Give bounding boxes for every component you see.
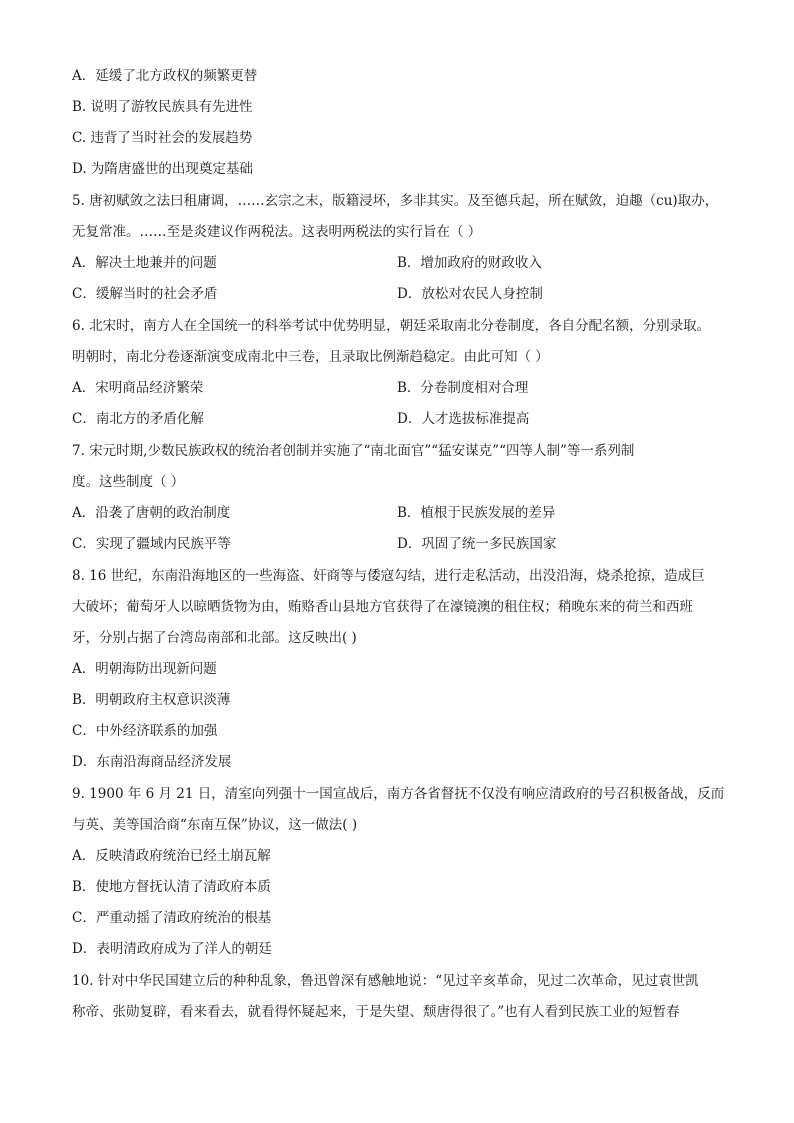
q6-stem-line2: 明朝时，南北分卷逐渐演变成南北中三卷，且录取比例渐趋稳定。由此可知（ ） [72, 349, 549, 365]
q9-option-a: A．反映清政府统治已经土崩瓦解 [72, 848, 271, 864]
q9-option-b: B．使地方督抚认清了清政府本质 [72, 879, 271, 895]
q6-option-b: B．分卷制度相对合理 [397, 380, 529, 396]
q8-stem-line2: 大破坏；葡萄牙人以晾晒货物为由，贿赂香山县地方官获得了在濠镜澳的租住权；稍晚东来的荷兰和西班 [72, 599, 693, 615]
q5-option-d: D．放松对农民人身控制 [397, 286, 543, 302]
q9-stem-line1: 9. 1900 年 6 月 21 日，清室向列强十一国宣战后，南方各省督抚不仅没有响应清政府的号召积极备战，反而 [72, 786, 725, 802]
q7-option-d: D．巩固了统一多民族国家 [397, 536, 557, 552]
q4-option-b: B. 说明了游牧民族具有先进性 [72, 99, 253, 115]
q9-option-c: C．严重动摇了清政府统治的根基 [72, 910, 272, 926]
q8-stem-line1: 8. 16 世纪，东南沿海地区的一些海盗、奸商等与倭寇勾结，进行走私活动，出没沿海，烧杀抢掠，造成巨 [72, 568, 705, 584]
q7-stem-line2: 度。这些制度（ ） [72, 474, 185, 490]
q5-option-a: A．解决土地兼并的问题 [72, 255, 217, 271]
q8-option-c: C．中外经济联系的加强 [72, 723, 218, 739]
q4-option-c: C. 违背了当时社会的发展趋势 [72, 130, 253, 146]
q7-option-c: C．实现了疆域内民族平等 [72, 536, 231, 552]
q7-stem-line1: 7. 宋元时期,少数民族政权的统治者创制并实施了“南北面官”“猛安谋克”“四等人制”等一系列制 [72, 443, 635, 459]
q8-option-a: A．明朝海防出现新问题 [72, 661, 217, 677]
q6-stem-line1: 6. 北宋时，南方人在全国统一的科举考试中优势明显，朝廷采取南北分卷制度，各自分配名额，分别录取。 [72, 318, 711, 334]
q8-option-d: D．东南沿海商品经济发展 [72, 754, 232, 770]
q7-option-a: A．沿袭了唐朝的政治制度 [72, 505, 231, 521]
q8-option-b: B．明朝政府主权意识淡薄 [72, 692, 231, 708]
q8-stem-line3: 牙，分别占据了台湾岛南部和北部。这反映出( ) [72, 630, 357, 646]
q6-option-a: A．宋明商品经济繁荣 [72, 380, 204, 396]
q10-stem-line2: 称帝、张勋复辟，看来看去，就看得怀疑起来，于是失望、颓唐得很了。”也有人看到民族工业的短暂春 [72, 1004, 680, 1020]
q5-option-b: B．增加政府的财政收入 [397, 255, 542, 271]
q9-option-d: D．表明清政府成为了洋人的朝廷 [72, 941, 272, 957]
q7-option-b: B．植根于民族发展的差异 [397, 505, 556, 521]
q10-stem-line1: 10. 针对中华民国建立后的种种乱象，鲁迅曾深有感触地说：“见过辛亥革命，见过二次革命，见过袁世凯 [72, 973, 699, 989]
q6-option-c: C．南北方的矛盾化解 [72, 411, 204, 427]
q5-stem-line1: 5. 唐初赋敛之法曰租庸调，……玄宗之末，版籍浸坏，多非其实。及至德兵起，所在赋敛，迫趣（cu)取办， [72, 193, 719, 209]
q9-stem-line2: 与英、美等国洽商“东南互保”协议，这一做法( ) [72, 817, 358, 833]
q6-option-d: D．人才选拔标准提高 [397, 411, 530, 427]
q4-option-a: A．延缓了北方政权的频繁更替 [72, 68, 258, 84]
q5-option-c: C．缓解当时的社会矛盾 [72, 286, 218, 302]
q5-stem-line2: 无复常准。……至是炎建议作两税法。这表明两税法的实行旨在（ ） [72, 224, 482, 240]
q4-option-d: D. 为隋唐盛世的出现奠定基础 [72, 161, 253, 177]
